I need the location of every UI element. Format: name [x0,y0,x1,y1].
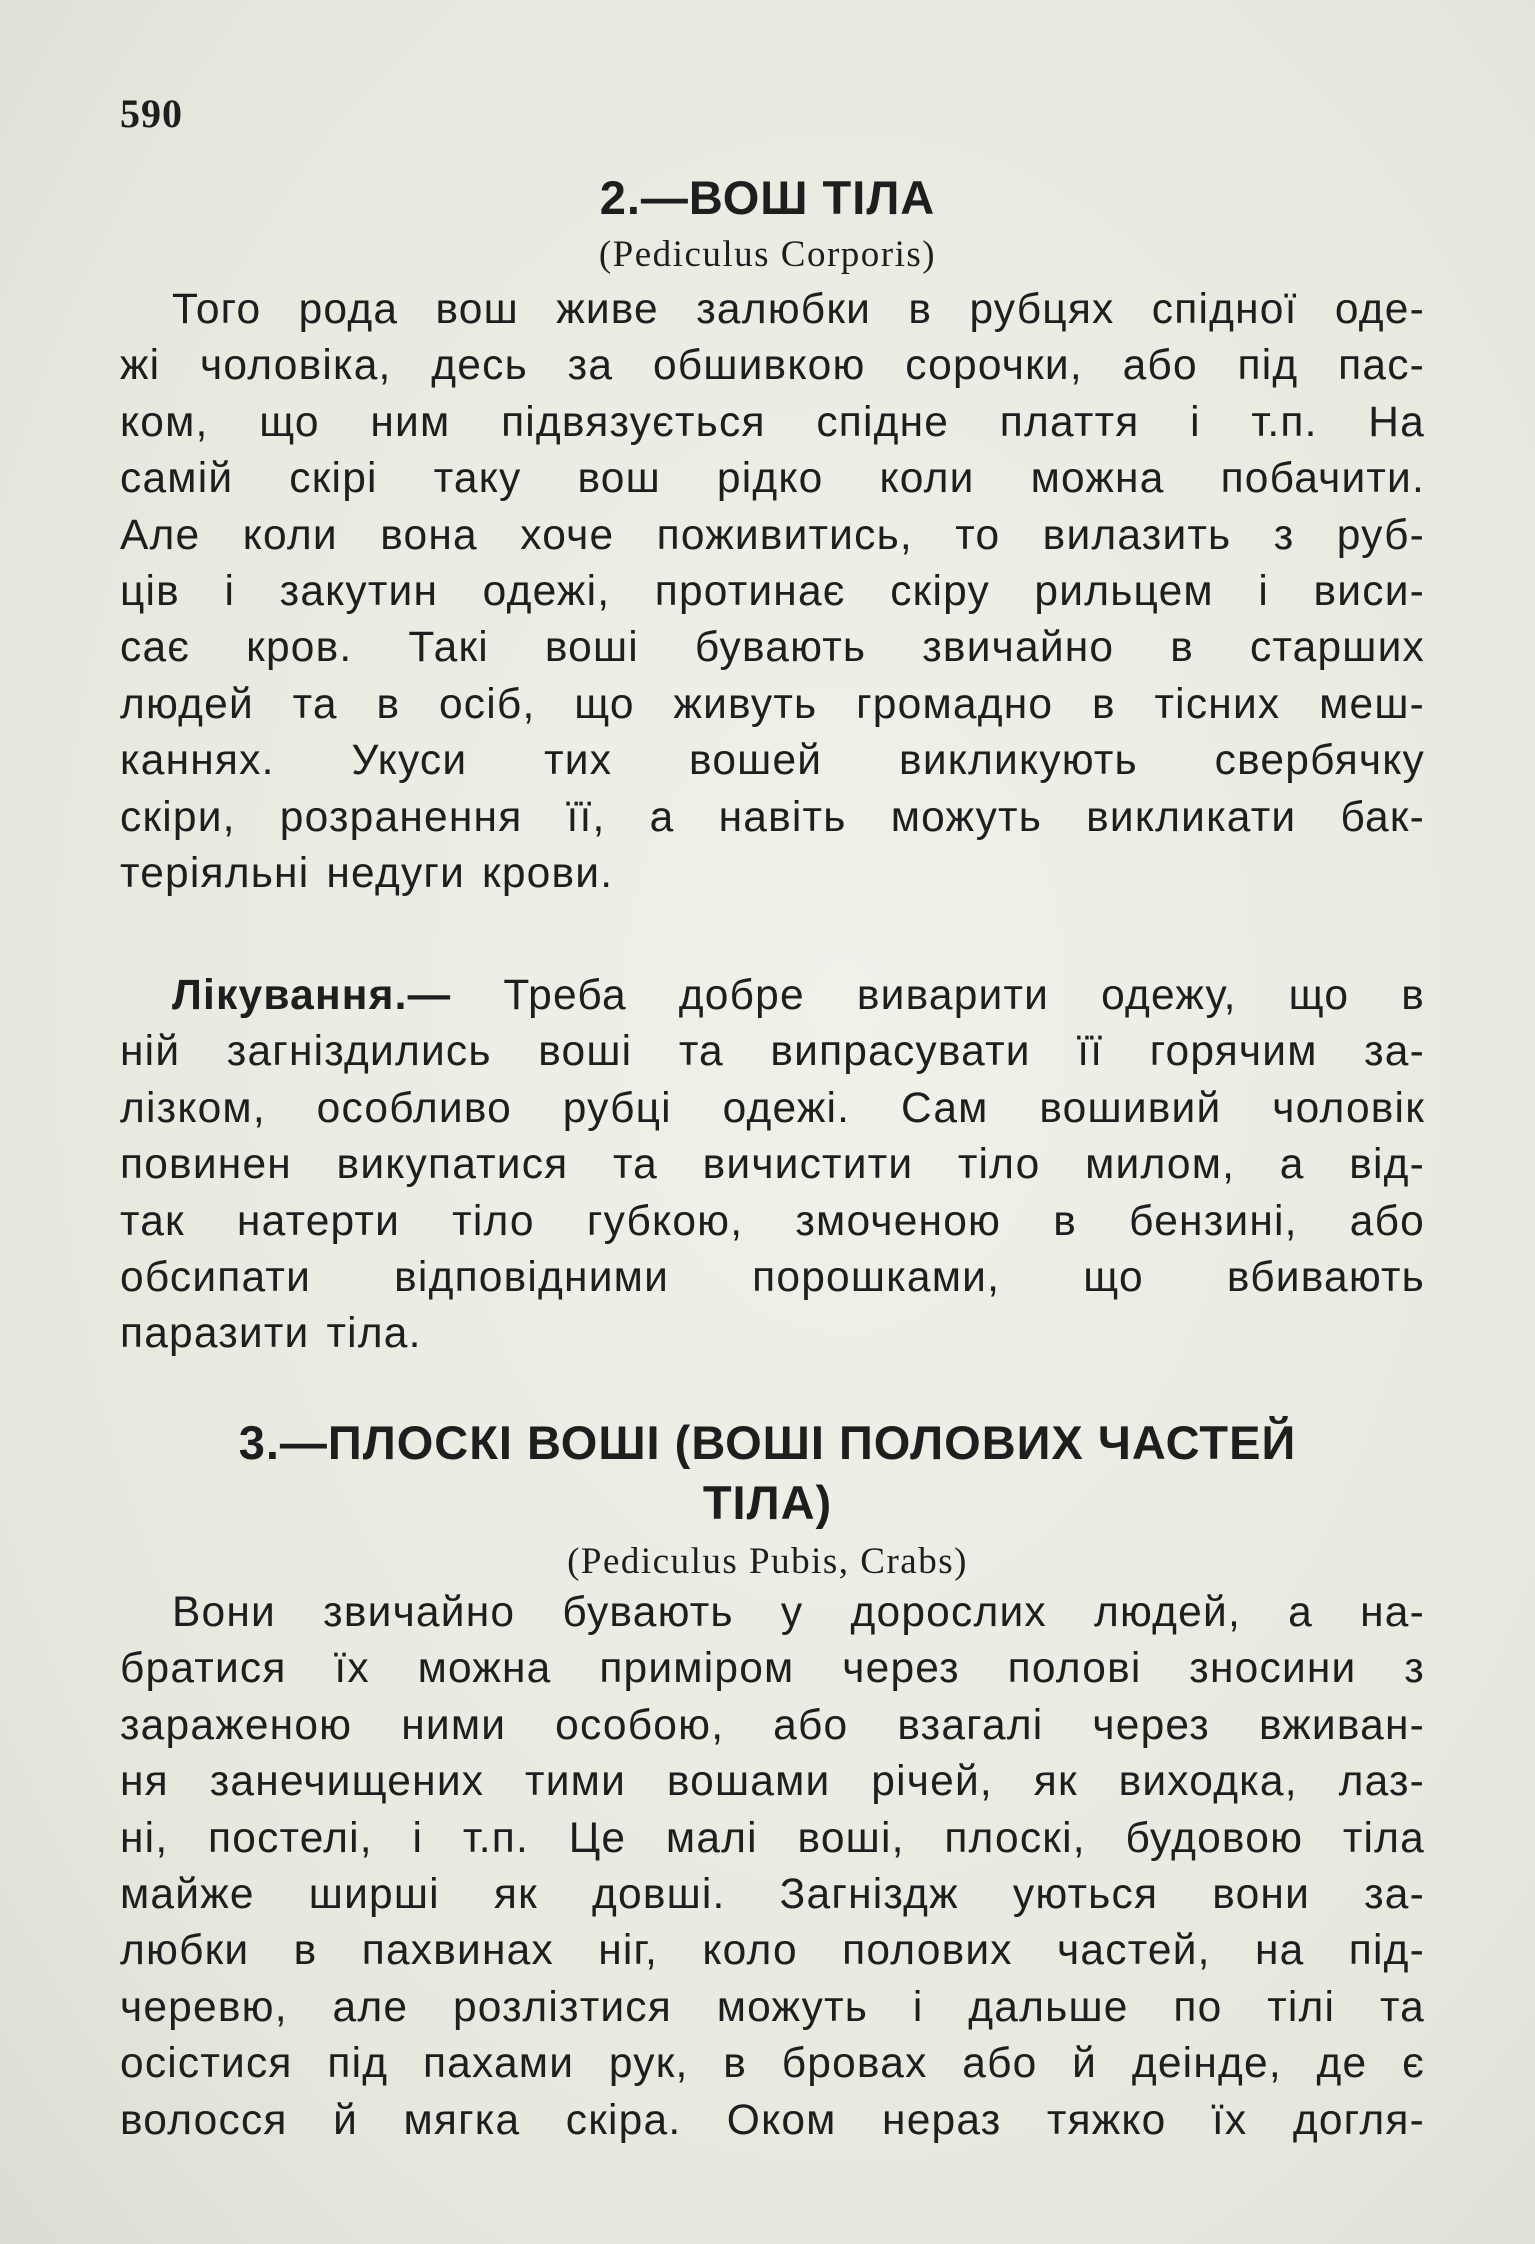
section-2-description [120,282,1425,902]
section-2-title: 2.—ВОШ ТІЛА [599,171,936,224]
section-3-title-continued: ТІЛА) [702,1476,833,1529]
text-line: черевю, але розлізтися можуть і дальше по тілі та [120,1983,1425,2031]
text-line: скіри, розранення її, а навіть можуть викликати бак- [120,793,1425,841]
page-number: 590 [120,91,183,136]
treatment-label: Лікування.— [172,972,452,1019]
treatment-text: Треба добре виварити одежу, що в [451,972,1425,1019]
text-line: сає кров. Такі воші бувають звичайно в старших [120,624,1425,672]
section-2-latin-name: (Pediculus Corporis) [598,234,937,275]
text-line: каннях. Укуси тих вошей викликують свербячку [120,737,1425,785]
text-line: зараженою ними особою, або взагалі через вживан- [120,1701,1425,1749]
text-line: паразити тіла. [120,1310,422,1358]
text-line: жі чоловіка, десь за обшивкою сорочки, або під пас- [120,342,1425,390]
text-line: Того рода вош живе залюбки в рубцях спідної оде- [172,286,1425,333]
text-line: повинен викупатися та вичистити тіло милом, а від- [120,1141,1425,1189]
text-line: Але коли вона хоче поживитись, то вилазить з руб- [120,511,1425,559]
text-line: теріяльні недуги крови. [120,849,614,897]
section-3-title: 3.—ПЛОСКІ ВОШІ (ВОШІ ПОЛОВИХ ЧАСТЕЙ [238,1416,1297,1469]
text-line: ком, що ним підвязується спідне плаття і т.п. На [120,398,1425,446]
section-3-latin-name: (Pediculus Pubis, Crabs) [567,1541,968,1582]
text-line: ній загніздились воші та випрасувати її горячим за- [120,1028,1425,1076]
text-line: Вони звичайно бувають у дорослих людей, а на- [172,1589,1425,1636]
text-line: любки в пахвинах ніг, коло полових частей, на під- [120,1927,1425,1975]
text-line: обсипати відповідними порошками, що вбивають [120,1253,1425,1301]
section-3-description [120,1585,1425,2149]
text-line: ців і закутин одежі, протинає скіру рильцем і виси- [120,567,1425,615]
text-line: осістися під пахами рук, в бровах або й деінде, де є [120,2040,1425,2088]
text-line: майже ширші як довші. Загніздж уються вони за- [120,1870,1425,1918]
text-line: самій скірі таку вош рідко коли можна побачити. [120,455,1425,503]
text-line: лізком, особливо рубці одежі. Сам вошивий чоловік [120,1084,1425,1132]
text-line: так натерти тіло губкою, змоченою в бензині, або [120,1197,1425,1245]
text-line: волосся й мягка скіра. Оком нераз тяжко їх догля- [120,2096,1425,2144]
text-line: ня занечищених тими вошами річей, як виходка, лаз- [120,1758,1425,1806]
text-line: ні, постелі, і т.п. Це малі воші, плоскі, будовою тіла [120,1814,1425,1862]
section-2-treatment [120,968,1425,1363]
text-line: людей та в осіб, що живуть громадно в тісних меш- [120,680,1425,728]
text-line: братися їх можна приміром через полові зносини з [120,1645,1425,1693]
text-line [120,968,1425,1024]
